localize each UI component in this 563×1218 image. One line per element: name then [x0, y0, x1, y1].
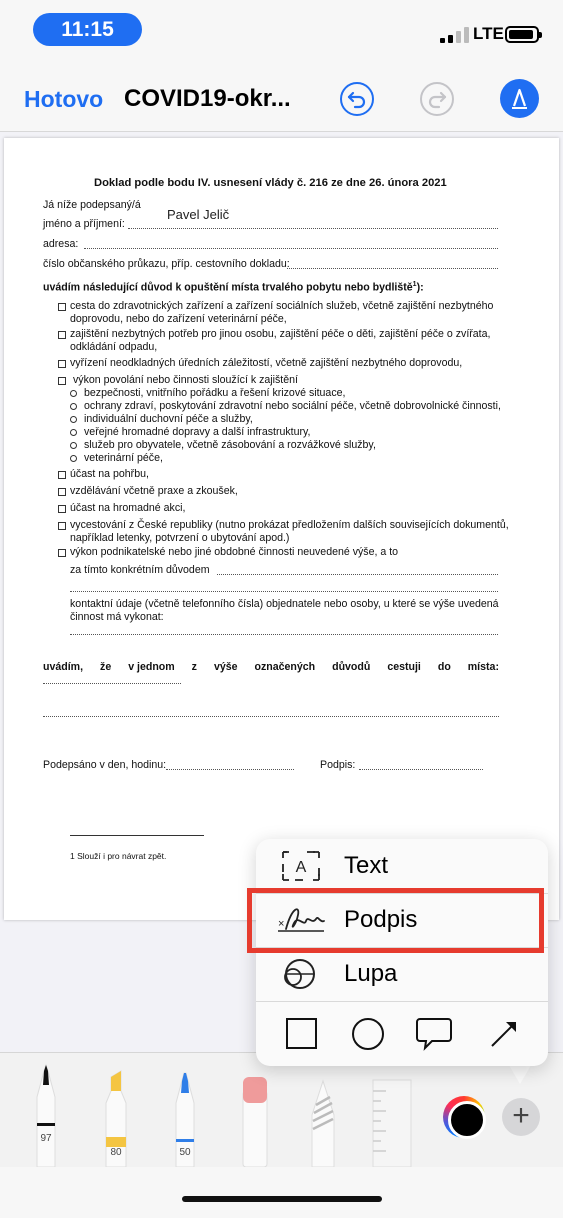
- markup-toggle-button[interactable]: [500, 79, 539, 118]
- signature-dotted-line: [359, 769, 483, 770]
- doc-contact-line-2: činnost má vykonat:: [70, 611, 164, 623]
- doc-item: účast na hromadné akci,: [70, 502, 186, 514]
- pen-width-label: 97: [40, 1133, 52, 1144]
- doc-item: vycestování z České republiky (nutno prokázat předložením dalších souvisejících dokumentů,: [70, 519, 509, 531]
- square-icon: [282, 1014, 322, 1054]
- lasso-tool[interactable]: [309, 1079, 337, 1167]
- doc-footnote: 1 Slouží i pro návrat zpět.: [70, 851, 167, 861]
- doc-name-label: jméno a příjmení:: [43, 218, 125, 230]
- network-type: LTE: [473, 24, 504, 43]
- arrow-icon: [484, 1014, 524, 1054]
- checkbox[interactable]: [58, 331, 66, 339]
- doc-item: odkládání odpadu,: [70, 341, 158, 353]
- lasso-icon: [309, 1079, 337, 1167]
- address-dotted-line: [84, 248, 498, 249]
- doc-item: výkon povolání nebo činnosti sloužící k zajištění: [73, 374, 298, 386]
- text-box-icon: [276, 847, 326, 885]
- menu-label-signature: Podpis: [344, 906, 418, 933]
- checkbox[interactable]: [58, 549, 66, 557]
- home-indicator[interactable]: [182, 1196, 382, 1202]
- doc-subitem: služeb pro obyvatele, včetně zásobování a rozvážkové služby,: [84, 439, 376, 451]
- status-time[interactable]: 11:15: [33, 13, 142, 46]
- doc-item: vzdělávání včetně praxe a zkoušek,: [70, 485, 238, 497]
- doc-subitem: veterinární péče,: [84, 452, 163, 464]
- pen-icon: [33, 1063, 59, 1167]
- doc-signed-at-label: Podepsáno v den, hodinu:: [43, 759, 167, 771]
- redo-icon: [426, 88, 448, 110]
- doc-signed-line: Já níže podepsaný/á: [43, 199, 141, 211]
- filled-name[interactable]: Pavel Jelič: [167, 207, 230, 222]
- add-annotation-button[interactable]: +: [502, 1098, 540, 1136]
- doc-item: výkon podnikatelské nebo jiné obdobné činnosti neuvedené výše, a to: [70, 546, 399, 558]
- radio-circle[interactable]: [70, 429, 77, 436]
- markup-nav-bar: [0, 60, 563, 132]
- checkbox[interactable]: [58, 377, 66, 385]
- doc-subitem: ochrany zdraví, poskytování zdravotní nebo sociální péče, včetně dobrovolnické činnosti,: [84, 400, 501, 412]
- date-dotted-line: [166, 769, 294, 770]
- destination-dotted-line-2: [43, 716, 499, 717]
- checkbox[interactable]: [58, 505, 66, 513]
- id-dotted-line: [287, 268, 498, 269]
- svg-text:A: A: [295, 859, 307, 876]
- doc-reason-specific: za tímto konkrétním důvodem: [70, 564, 210, 576]
- doc-destination-line: uvádím, že v jednom z výše označených důvodů cestuji do místa:: [43, 661, 499, 673]
- destination-dotted-line: [43, 683, 181, 684]
- doc-item: doprovodu, nebo do zařízení veterinární péče,: [70, 313, 287, 325]
- eraser-tool[interactable]: [241, 1075, 269, 1167]
- done-button[interactable]: Hotovo: [24, 86, 104, 112]
- menu-separator: [256, 1001, 548, 1002]
- cellular-signal-icon: [440, 27, 470, 43]
- doc-subitem: bezpečnosti, vnitřního pořádku a řešení krizové situace,: [84, 387, 346, 399]
- checkbox[interactable]: [58, 471, 66, 479]
- contact-dotted-line: [70, 634, 498, 635]
- document-title: COVID19-okr...: [124, 85, 291, 112]
- pencil-width-label: 50: [179, 1147, 191, 1158]
- undo-icon: [346, 88, 368, 110]
- doc-item: například letenky, potvrzení o ubytování apod.): [70, 532, 290, 544]
- name-dotted-line: [128, 228, 498, 229]
- circle-icon: [348, 1014, 388, 1054]
- color-picker-button[interactable]: [443, 1096, 485, 1138]
- menu-item-text[interactable]: [256, 839, 548, 893]
- status-bar: [0, 0, 563, 60]
- menu-label-magnifier: Lupa: [344, 960, 398, 987]
- footnote-separator: [70, 835, 204, 836]
- svg-text:×: ×: [278, 918, 285, 930]
- doc-contact-line-1: kontaktní údaje (včetně telefonního čísla) objednatele nebo osoby, u které se výše uvedená: [70, 598, 499, 610]
- doc-subitem: individuální duchovní péče a služby,: [84, 413, 253, 425]
- home-area: [0, 1167, 563, 1218]
- radio-circle[interactable]: [70, 442, 77, 449]
- markup-pen-icon: [508, 87, 531, 110]
- eraser-icon: [241, 1075, 269, 1167]
- doc-address-label: adresa:: [43, 238, 79, 250]
- doc-id-label: číslo občanského průkazu, příp. cestovního dokladu:: [43, 258, 290, 270]
- checkbox[interactable]: [58, 360, 66, 368]
- doc-subitem: veřejné hromadné dopravy a další infrastruktury,: [84, 426, 311, 438]
- reason-dotted-line: [217, 574, 498, 575]
- doc-item: zajištění nezbytných potřeb pro jinou osobu, zajištění péče o děti, zajištění péče o zvířata,: [70, 328, 491, 340]
- radio-circle[interactable]: [70, 390, 77, 397]
- shape-circle-button[interactable]: [348, 1014, 388, 1054]
- doc-signature-label: Podpis:: [320, 759, 356, 771]
- doc-item: vyřízení neodkladných úředních záležitostí, včetně zajištění nezbytného doprovodu,: [70, 357, 463, 369]
- doc-item: účast na pohřbu,: [70, 468, 149, 480]
- checkbox[interactable]: [58, 522, 66, 530]
- checkbox[interactable]: [58, 303, 66, 311]
- speech-bubble-icon: [414, 1014, 454, 1054]
- ruler-icon: [372, 1079, 412, 1167]
- doc-heading: Doklad podle bodu IV. usnesení vlády č. 216 ze dne 26. února 2021: [94, 177, 447, 189]
- highlighter-width-label: 80: [110, 1147, 122, 1158]
- magnifier-icon: [276, 955, 326, 993]
- checkbox[interactable]: [58, 488, 66, 496]
- doc-reason-heading: uvádím následující důvod k opuštění místa trvalého pobytu nebo bydliště$^1$):: [43, 281, 424, 294]
- radio-circle[interactable]: [70, 455, 77, 462]
- reason-dotted-line-2: [70, 591, 498, 592]
- radio-circle[interactable]: [70, 403, 77, 410]
- undo-button[interactable]: [340, 82, 374, 116]
- menu-item-magnifier[interactable]: [256, 947, 548, 1001]
- menu-label-text: Text: [344, 852, 389, 879]
- ruler-tool[interactable]: [372, 1079, 412, 1167]
- shape-square-button[interactable]: [282, 1014, 322, 1054]
- doc-item: cesta do zdravotnických zařízení a zařízení sociálních služeb, včetně zajištění nezbytného: [70, 300, 494, 312]
- battery-icon: [505, 26, 539, 43]
- highlight-annotation-box: [247, 888, 544, 953]
- shape-speech-bubble-button[interactable]: [414, 1014, 454, 1054]
- pen-tool[interactable]: [33, 1063, 59, 1167]
- markup-toolbar: [0, 1052, 563, 1167]
- redo-button[interactable]: [420, 82, 454, 116]
- pdf-page[interactable]: [4, 138, 559, 920]
- radio-circle[interactable]: [70, 416, 77, 423]
- shape-arrow-button[interactable]: [484, 1014, 524, 1054]
